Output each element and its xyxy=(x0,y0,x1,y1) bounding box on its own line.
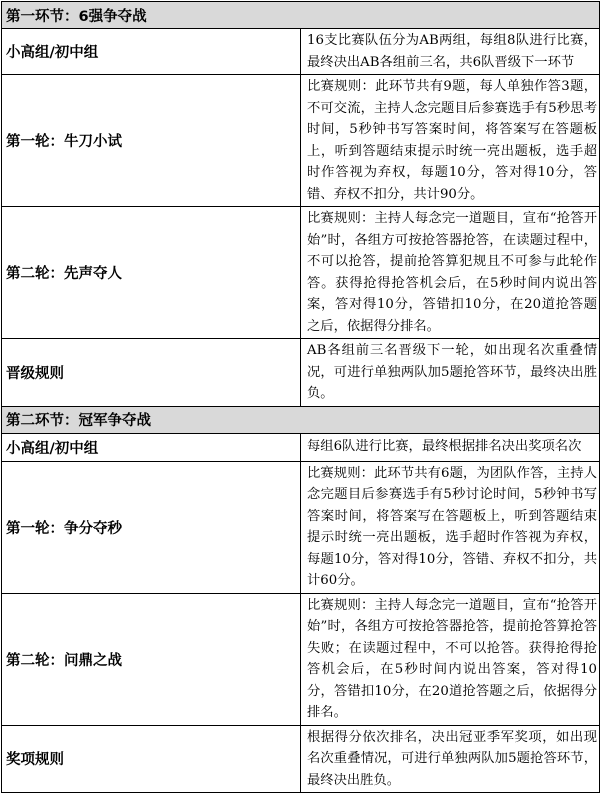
row-label: 第一轮：牛刀小试 xyxy=(2,75,301,207)
row-label: 第二轮：先声夺人 xyxy=(2,207,301,339)
row-content: 每组6队进行比赛，最终根据排名决出奖项名次 xyxy=(301,433,600,461)
rule-row xyxy=(2,339,600,407)
row-label: 奖项规则 xyxy=(2,725,301,793)
rule-row xyxy=(2,29,600,75)
row-content: AB各组前三名晋级下一轮，如出现名次重叠情况，可进行单独两队加5题抢答环节，最终决出胜负。 xyxy=(301,339,600,407)
row-content: 16支比赛队伍分为AB两组，每组8队进行比赛，最终决出AB各组前三名，共6队晋级下一环节 xyxy=(301,29,600,75)
rule-row xyxy=(2,75,600,207)
row-label: 第一轮：争分夺秒 xyxy=(2,461,301,593)
section-title: 第二环节：冠军争夺战 xyxy=(2,406,600,433)
section-header-row xyxy=(2,2,600,29)
row-label: 小高组/初中组 xyxy=(2,29,301,75)
row-content: 比赛规则：此环节共有6题，为团队作答，主持人念完题目后参赛选手有5秒讨论时间，5秒钟书写答案时间，将答案写在答题板上，听到答题结束提示时统一亮出题板，选手超时作答视为弃权，每题10分，答对得10分，答错、弃权不扣分，共计60分。 xyxy=(301,461,600,593)
row-content: 比赛规则：主持人每念完一道题目，宣布“抢答开始”时，各组方可按抢答器抢答，在读题过程中，不可以抢答，提前抢答算犯规且不可参与此轮作答。获得抢得抢答机会后，在5秒时间内说出答案，答对得10分，答错扣10分，在20道抢答题之后，依据得分排名。 xyxy=(301,207,600,339)
row-content: 根据得分依次排名，决出冠亚季军奖项，如出现名次重叠情况，可进行单独两队加5题抢答环节，最终决出胜负。 xyxy=(301,725,600,793)
row-label: 第二轮：问鼎之战 xyxy=(2,593,301,725)
row-content: 比赛规则：此环节共有9题，每人单独作答3题，不可交流，主持人念完题目后参赛选手有5秒思考时间，5秒钟书写答案时间，将答案写在答题板上，听到答题结束提示时统一亮出题板，选手超时作答视为弃权，每题10分，答对得10分，答错、弃权不扣分，共计90分。 xyxy=(301,75,600,207)
rule-row xyxy=(2,725,600,793)
competition-rules-table xyxy=(1,1,600,793)
row-label: 小高组/初中组 xyxy=(2,433,301,461)
rule-row xyxy=(2,433,600,461)
section-title: 第一环节：6强争夺战 xyxy=(2,2,600,29)
rule-row xyxy=(2,207,600,339)
row-content: 比赛规则：主持人每念完一道题目，宣布“抢答开始”时，各组方可按抢答器抢答，提前抢答算抢答失败；在读题过程中，不可以抢答。获得抢得抢答机会后，在5秒时间内说出答案，答对得10分，答错扣10分，在20道抢答题之后，依据得分排名。 xyxy=(301,593,600,725)
row-label: 晋级规则 xyxy=(2,339,301,407)
rule-row xyxy=(2,593,600,725)
rule-row xyxy=(2,461,600,593)
section-header-row xyxy=(2,406,600,433)
